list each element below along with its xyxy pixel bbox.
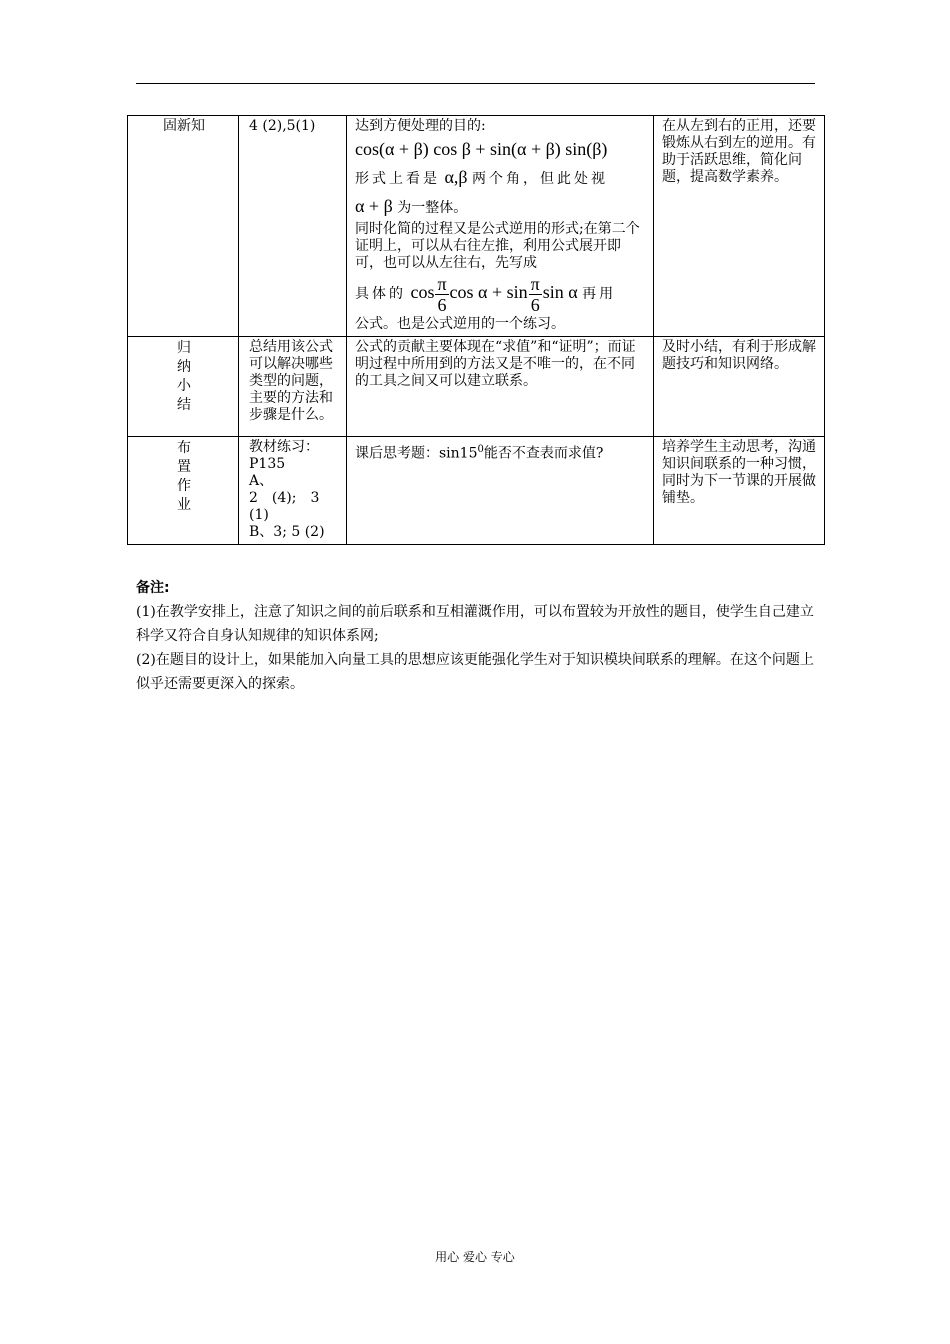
formula: cos(α + β) cos β + sin(α + β) sin(β) [355, 139, 608, 159]
content-cell: 课后思考题：$\sin 15^0$能否不查表而求值? [347, 437, 654, 545]
notes-item: (1)在教学安排上，注意了知识之间的前后联系和互相灌溉作用，可以布置较为开放性的题目，使学生自己建立科学又符合自身认知规律的知识体系网; [136, 604, 814, 644]
content-line: α + β 为一整体。 [355, 196, 468, 216]
table-row-consolidate [128, 116, 825, 337]
intent-text: 在从左到右的正用，还要锻炼从右到左的逆用。有助于活跃思维，简化问题，提高数学素养。 [662, 118, 816, 185]
intent-text: 及时小结，有利于形成解题技巧和知识网络。 [662, 339, 816, 372]
page-footer: 用心 爱心 专心 [435, 1250, 515, 1264]
stage-label: 布 置 作 业 [177, 440, 191, 513]
stage-label: 固新知 [163, 118, 205, 134]
lesson-plan-table [127, 115, 825, 545]
exercise-line: 2 (4); 3 [249, 490, 320, 506]
notes-item: (2)在题目的设计上，如果能加入向量工具的思想应该更能强化学生对于知识模块间联系的理解。在这个问题上似乎还需要更深入的探索。 [136, 652, 814, 692]
content-text: 公式的贡献主要体现在“求值”和“证明”；而证明过程中所用到的方法又是不唯一的，在不同的工具之间又可以建立联系。 [355, 339, 636, 389]
stage-label: 归 纳 小 结 [177, 340, 191, 413]
exercise-text: 4 (2),5(1) [249, 118, 316, 134]
exercise-cell [239, 437, 347, 545]
intent-cell [654, 337, 825, 437]
stage-cell [128, 116, 239, 337]
exercise-text: 总结用该公式可以解决哪些类型的问题，主要的方法和步骤是什么。 [249, 339, 333, 423]
content-line: 达到方便处理的目的: [355, 118, 486, 134]
notes-title: 备注: [136, 580, 170, 596]
exercise-line: P135 [249, 456, 286, 472]
degree-superscript: 0 [477, 444, 484, 455]
exercise-line: B、3; 5 (2) [249, 524, 325, 540]
notes-section [136, 576, 820, 696]
intent-cell [654, 437, 825, 545]
header-rule [136, 83, 815, 84]
table-row-summary [128, 337, 825, 437]
exercise-line: 教材练习： [249, 439, 319, 455]
intent-cell [654, 116, 825, 337]
exercise-cell [239, 116, 347, 337]
content-paragraph: 同时化简的过程又是公式逆用的形式;在第二个证明上，可以从右往左推，利用公式展开即可，也可以从左往右，先写成 [355, 221, 640, 271]
intent-text: 培养学生主动思考，沟通知识间联系的一种习惯，同时为下一节课的开展做铺垫。 [662, 439, 816, 506]
exercise-line: (1) [249, 507, 269, 523]
content-cell [347, 337, 654, 437]
exercise-cell [239, 337, 347, 437]
stage-cell [128, 437, 239, 545]
content-line-with-fraction: 具体的 cos $\frac{\pi}{6}$ cos α + sin $\frac{\pi}{6}$ sin α 再用 [355, 273, 617, 315]
content-line: 形式上看是 α,β 两个角，但此处视 [355, 167, 608, 187]
stage-cell [128, 337, 239, 437]
fraction: $\frac{\pi}{6}$ [530, 273, 540, 315]
table-row-homework [128, 437, 825, 545]
exercise-line: A、 [249, 473, 274, 489]
content-cell [347, 116, 654, 337]
fraction: $\frac{\pi}{6}$ [437, 273, 447, 315]
content-line: 公式。也是公式逆用的一个练习。 [355, 316, 565, 332]
